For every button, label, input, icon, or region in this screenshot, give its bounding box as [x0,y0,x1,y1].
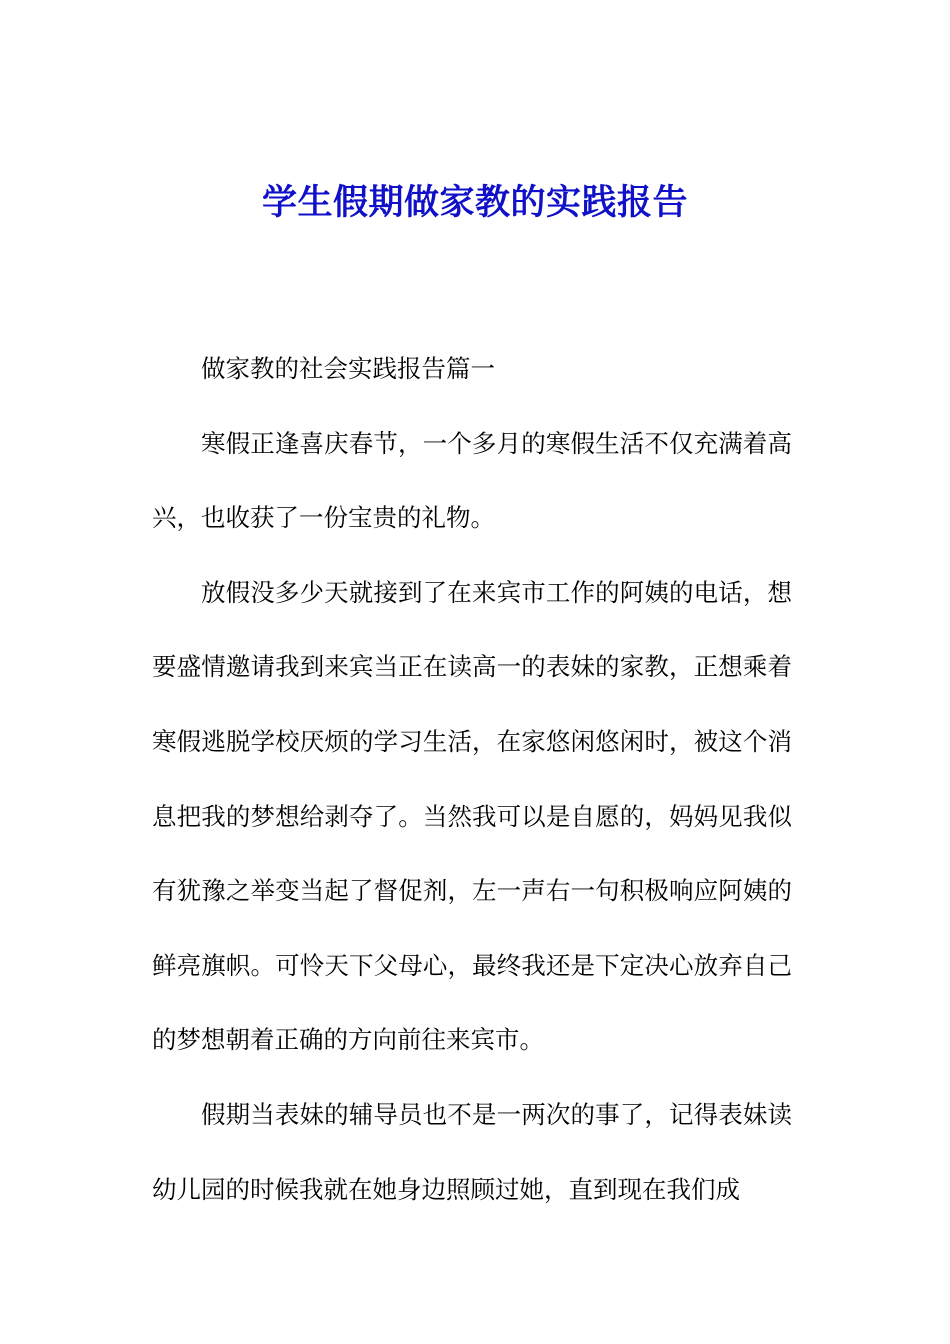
document-body [152,332,792,1227]
document-title: 学生假期做家教的实践报告 [261,182,688,223]
paragraph: 假期当表妹的辅导员也不是一两次的事了，记得表妹读幼儿园的时候我就在她身边照顾过她，直到现在我们成 [152,1099,792,1204]
paragraph: 放假没多少天就接到了在来宾市工作的阿姨的电话，想要盛情邀请我到来宾当正在读高一的表妹的家教，正想乘着寒假逃脱学校厌烦的学习生活，在家悠闲悠闲时，被这个消息把我的梦想给剥夺了。当然我可以是自愿的，妈妈见我似有犹豫之举变当起了督促剂，左一声右一句积极响应阿姨的鲜亮旗帜。可怜天下父母心，最终我还是下定决心放弃自己的梦想朝着正确的方向前往来宾市。 [152,577,792,1055]
paragraph-section-heading: 做家教的社会实践报告篇一 [201,354,495,383]
paragraph: 寒假正逢喜庆春节，一个多月的寒假生活不仅充满着高兴，也收获了一份宝贵的礼物。 [152,428,792,533]
